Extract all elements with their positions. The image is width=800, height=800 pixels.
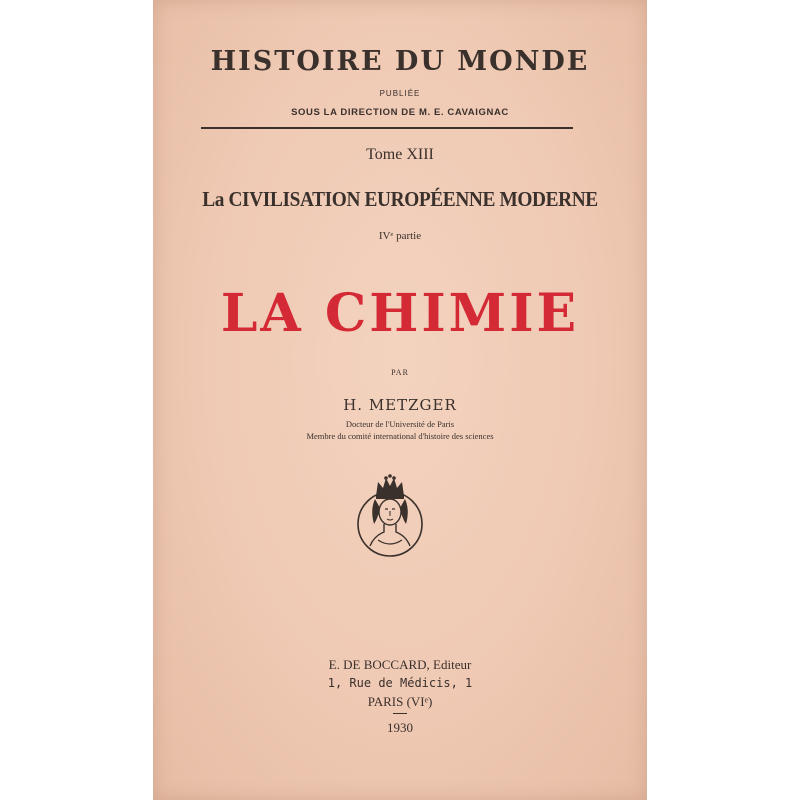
publisher-city: PARIS (VIᵉ) xyxy=(367,694,433,709)
author-degree-1: Docteur de l'Université de Paris xyxy=(345,419,455,429)
part-label: IVᵉ partie xyxy=(378,230,422,242)
volume-title: La CIVILISATION EUROPÉENNE MODERNE xyxy=(202,187,598,211)
divider-rule xyxy=(201,127,573,129)
crowned-head-medallion-icon xyxy=(354,474,426,560)
series-title: HISTOIRE DU MONDE xyxy=(210,46,590,77)
author-degree-2: Membre du comité international d'histoire des sciences xyxy=(306,431,494,441)
editorial-direction: SOUS LA DIRECTION DE M. E. CAVAIGNAC xyxy=(291,107,509,118)
by-label: PAR xyxy=(391,368,409,377)
publisher-name: E. DE BOCCARD, Editeur xyxy=(328,657,472,672)
book-title: LA CHIMIE xyxy=(220,283,580,344)
volume-number: Tome XIII xyxy=(366,146,434,163)
book-cover xyxy=(153,0,647,800)
published-label: PUBLIÉE xyxy=(379,89,421,98)
author-name: H. METZGER xyxy=(343,396,457,414)
publication-year: 1930 xyxy=(387,720,413,735)
divider-dash xyxy=(393,713,407,714)
publisher-address: 1, Rue de Médicis, 1 xyxy=(327,676,473,690)
